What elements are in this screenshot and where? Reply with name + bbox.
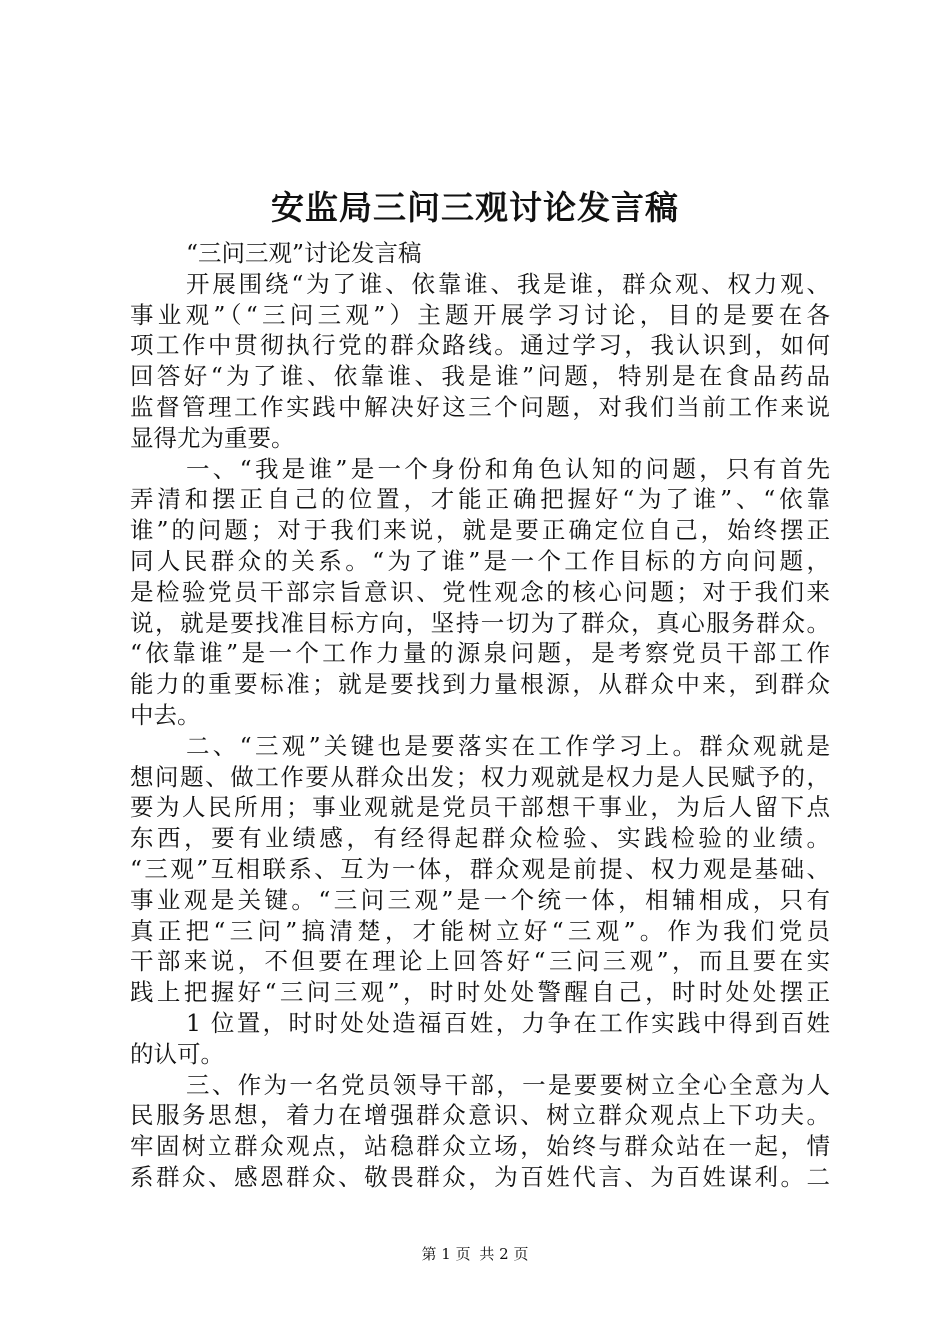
paragraph-line: 事业观”（“三问三观”）主题开展学习讨论，目的是要在各 [130, 300, 830, 329]
paragraph-line: 能力的重要标准；就是要找到力量根源，从群众中来，到群众 [130, 670, 830, 699]
paragraph-line: 要为人民所用；事业观就是党员干部想干事业，为后人留下点 [130, 793, 830, 822]
paragraph-line: 1 位置，时时处处造福百姓，力争在工作实践中得到百姓 [186, 1008, 830, 1037]
page-footer [0, 1244, 950, 1264]
page-total: 共 2 页 [479, 1245, 529, 1263]
paragraph-line: “三观”互相联系、互为一体，群众观是前提、权力观是基础、 [130, 854, 830, 883]
paragraph-line: 监督管理工作实践中解决好这三个问题，对我们当前工作来说 [130, 392, 830, 421]
document-title: 安监局三问三观讨论发言稿 [271, 188, 679, 227]
paragraph-line: 事业观是关键。“三问三观”是一个统一体，相辅相成，只有 [130, 885, 830, 914]
paragraph-line: 显得尤为重要。 [130, 423, 295, 452]
paragraph-line: 开展围绕“为了谁、依靠谁、我是谁，群众观、权力观、 [186, 269, 830, 298]
paragraph-line: 二、“三观”关键也是要落实在工作学习上。群众观就是 [186, 731, 830, 760]
paragraph-line: 一、“我是谁”是一个身份和角色认知的问题，只有首先 [186, 454, 830, 483]
paragraph-line: 牢固树立群众观点，站稳群众立场，始终与群众站在一起，情 [130, 1132, 830, 1161]
subtitle-line: “三问三观”讨论发言稿 [186, 239, 422, 267]
document-body [130, 238, 830, 1193]
paragraph-line: 践上把握好“三问三观”，时时处处警醒自己，时时处处摆正 [130, 978, 830, 1007]
paragraph-line: 真正把“三问”搞清楚，才能树立好“三观”。作为我们党员 [130, 916, 830, 945]
paragraph-line: 的认可。 [130, 1039, 224, 1068]
paragraph-line: 东西，要有业绩感，有经得起群众检验、实践检验的业绩。 [130, 824, 830, 853]
paragraph-line: 谁”的问题；对于我们来说，就是要正确定位自己，始终摆正 [130, 516, 830, 545]
paragraph-line: 同人民群众的关系。“为了谁”是一个工作目标的方向问题， [130, 546, 830, 575]
paragraph-line: 民服务思想，着力在增强群众意识、树立群众观点上下功夫。 [130, 1101, 830, 1130]
page-number: 第 1 页 [421, 1245, 471, 1263]
paragraph-line: 回答好“为了谁、依靠谁、我是谁”问题，特别是在食品药品 [130, 362, 830, 391]
paragraph-line: 想问题、做工作要从群众出发；权力观就是权力是人民赋予的， [130, 762, 830, 791]
paragraph-line: “依靠谁”是一个工作力量的源泉问题，是考察党员干部工作 [130, 639, 830, 668]
paragraph-line: 三、作为一名党员领导干部，一是要要树立全心全意为人 [186, 1070, 830, 1099]
paragraph-line: 弄清和摆正自己的位置，才能正确把握好“为了谁”、“依靠 [130, 485, 830, 514]
paragraph-line: 说，就是要找准目标方向，坚持一切为了群众，真心服务群众。 [130, 608, 830, 637]
paragraph-line: 项工作中贯彻执行党的群众路线。通过学习，我认识到，如何 [130, 331, 830, 360]
paragraph-line: 干部来说，不但要在理论上回答好“三问三观”，而且要在实 [130, 947, 830, 976]
paragraph-line: 是检验党员干部宗旨意识、党性观念的核心问题；对于我们来 [130, 577, 830, 606]
paragraph-line: 系群众、感恩群众、敬畏群众，为百姓代言、为百姓谋利。二 [130, 1162, 830, 1191]
paragraph-line: 中去。 [130, 700, 201, 729]
